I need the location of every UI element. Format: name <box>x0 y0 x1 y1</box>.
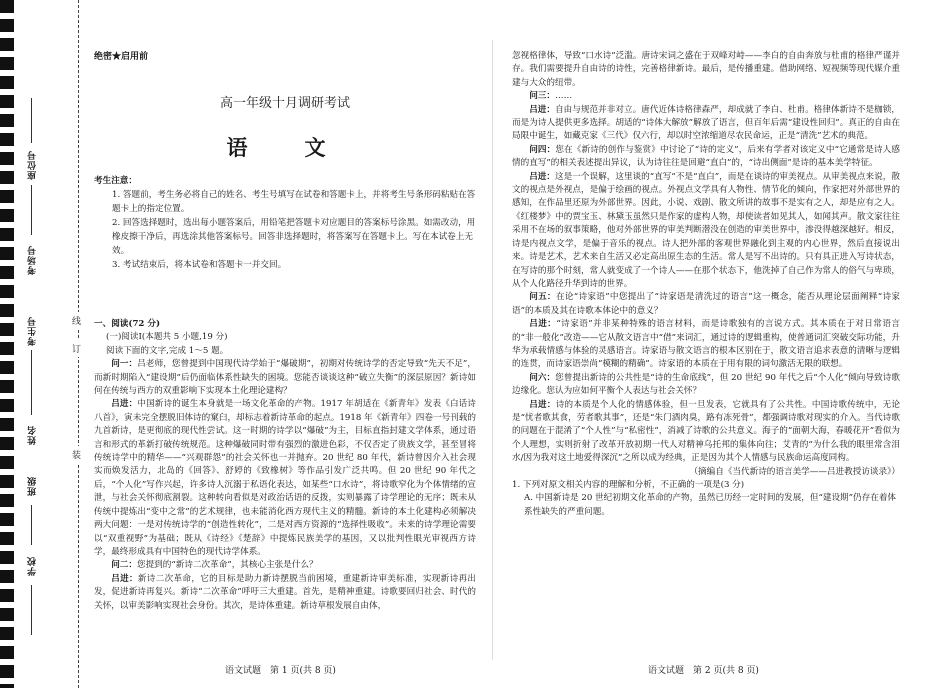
reading-section <box>94 318 476 613</box>
notice-heading: 考生注意： <box>94 176 137 186</box>
paragraph: 问六：您曾提出新诗的公共性是“诗的生命底线”，但 20 世纪 90 年代之后“个人化”倾向导致诗歌边缘化。您认为应如何平衡个人表达与社会关怀？ <box>512 372 900 397</box>
field-class: 班级 <box>28 476 38 496</box>
subject-title: 语 文 <box>226 135 344 160</box>
paragraph: 吕进：自由与规范并非对立。唐代近体诗格律森严，却成就了李白、杜甫。格律体新诗不是枷锁，而是为诗人提供更多选择。胡适的“诗体大解放”解放了语言，但百年后需“建设性回归”。真正的自由在局限中诞生，如藏克家《三代》仅六行，却以时空浓缩道尽农民命运，正是“清洗”艺术的典范。 <box>512 104 900 142</box>
notice-item: 1. 答题前，考生务必将自己的姓名、考生号填写在试卷和答题卡上，并将考生号条形码粘贴在答题卡上的指定位置。 <box>112 190 476 214</box>
speaker-label: 问一： <box>111 359 138 370</box>
question-option-a: A. 中国新诗是 20 世纪初期文化革命的产物，虽然已历经一定时间的发展，但“建设期”仍存在着体系性缺失的严重问题。 <box>524 493 897 517</box>
cut-mark-ding: 订 <box>72 340 81 357</box>
binding-margin <box>0 0 82 688</box>
paragraph: 问四：您在《新诗的创作与鉴赏》中讨论了“诗的定义”，后来有学者对该定义中“它通常是诗人感情的直写”的相关表述提出异议，认为诗往往是回避“直白”的，“诗出侧面”是诗的基本美学特征。 <box>512 144 900 169</box>
paragraph: 问一：吕老师，您曾提到中国现代诗学始于“爆破期”，初期对传统诗学的否定导致“先天不足”，而新时期陷入“建设期”后仍面临体系性缺失的困境。您能否谈谈这种“破立失衡”的深层原因？新诗如何在传统与西方的双重影响下实现本土化理论建构？ <box>94 359 476 397</box>
field-student-number: 考生号 <box>28 316 38 346</box>
field-line <box>31 505 32 545</box>
paragraph: 吕进：中国新诗的诞生本身就是一场文化革命的产物。1917 年胡适在《新青年》发表《白话诗八首》，寅未完全摆脱旧体诗的窠臼，却标志着新诗革命的起点。1918 年《新青年》四卷一号刊载的九首新诗，是更彻底的现代性尝试。这一时期的诗学以“爆破”为主，目标直指封建文学体系，通过语言和形式的革新打破传统规范。这种爆破同时带有强烈的激进色彩，不仅否定了贵族文学，甚至冒将传统诗学中的精华——“兴观群怨”的社会关怀也一并抛弃。20 世纪 80 年代，新诗曾因介入社会现实而焕发活力，北岛的《回答》、舒婷的《致橡树》等作品引发广泛共鸣。但 20 世纪 90 年代之后，“个人化”写作兴起，许多诗人沉溺于私语化表达，如某些“口水诗”，将诗歌窄化为个体情绪的宣泄，与社会关怀彻底割裂。这种转向看似是对政治话语的反拨，实则暴露了诗学理论的无序；既未从传统中提炼出“变中之常”的艺术规律，也未能消化西方现代主义的精髓。新诗的本土化建构必须解决两大问题：一是对传统诗学的“创造性转化”，二是对西方资源的“选择性吸收”。未来的诗学理论需要以“双重视野”为基础；既从《诗经》《楚辞》中提炼民族美学的基因，又以批判性眼光审视西方诗学，最终形成具有中国特色的现代诗学体系。 <box>94 399 476 557</box>
paragraph: 吕进：这是一个误解，这里谈的“直写”不是“直白”，而是在谈诗的审美视点。从审美视点来说，散文的视点是外视点，是偏于绘画的视点。外视点文学具有人物性、情节化的倾向，作家把对外部世界的感知，在作品里还原为外部世界。因此，小说、戏剧、散文所讲的故事不是实有之人，却是应有之人。《红楼梦》中的贾宝玉、林黛玉虽然只是作家的虚构人物，却使读者如见其人，如闻其声。散文家往往采用不在场的叙事策略，他对外部世界的审美判断潜没在创造的审美世界中，渗没得越深越好。相反，诗是内视点文学，是偏于音乐的视点。诗人把外部的客观世界融化到主观的内心世界，然后直接说出来。诗是艺术，艺术来自生活又必定高出原生态的生活。常人是写不出诗的。只有具正进入写诗状态，在写诗的那个时刻，常人就变成了一个诗人——在那个状态下，他洗掉了自己作为常人的俗气与卑琐，从个人化路径升华到诗的世界。 <box>512 171 900 289</box>
paragraph: 吕进：诗的本质是个人化的情感体验，但一旦发表，它就具有了公共性。中国诗歌传统中，无论是“忧者歌其食，劳者歌其事”，还是“朱门酒肉臭，路有冻死骨”，都强调诗歌对现实的介入。当代诗歌的问题在于混淆了“个人性”与“私密性”，消减了诗歌的公共意义。海子的“面朝大海，春暖花开”看似为个人理想，实则折射了改革开放初期一代人对精神乌托邦的集体向往；艾青的“为什么我的眼里常含泪水/因为我对这土地爱得深沉”之所以成为经典，正是因为其个人情感与民族命运高度同构。 <box>512 399 900 464</box>
speaker-label: 吕进： <box>529 171 556 182</box>
section-title: 一、阅读(72 分) <box>94 319 161 329</box>
speaker-label: 问二： <box>111 560 137 571</box>
instruction: 阅读下面的文字,完成 1～5 题。 <box>106 345 229 356</box>
page-divider <box>492 40 493 660</box>
speaker-label: 吕进： <box>529 319 557 330</box>
field-school: 学校 <box>28 556 38 576</box>
field-line <box>31 380 32 415</box>
speaker-label: 问三： <box>529 91 555 102</box>
paragraph: 问二：您提到的“新诗二次革命”，其核心主张是什么？ <box>111 560 318 571</box>
field-line <box>31 585 32 635</box>
paragraph: 吕进：新诗二次革命，它的目标是助力新诗摆脱当前困境，重建新诗审美标准，实现新诗再出发，促进新诗再复兴。新诗“二次革命”呼吁三大重建。首先，是精神重建。诗歌要回归社会、时代的关怀，以审美影响实现社会身份。其次，是诗体重建。新诗草根发展自由体， <box>94 573 476 611</box>
question-stem: 1. 下列对原文相关内容的理解和分析，不正确的一项是(3 分) <box>512 480 745 490</box>
notice-item: 3. 考试结束后，将本试卷和答题卡一并交回。 <box>112 260 287 270</box>
exam-notice <box>94 174 476 272</box>
cut-mark-zhuang: 装 <box>72 446 81 463</box>
page-footer-right: 语文试题 第 2 页(共 8 页) <box>648 666 759 676</box>
source-citation: （摘编自《当代新诗的语言美学——吕进教授访谈录》） <box>689 466 900 477</box>
exam-title: 高一年级十月调研考试 <box>219 96 350 111</box>
binding-stripes <box>0 0 14 688</box>
field-seat-number: 座位号 <box>28 150 38 180</box>
subsection-title: (一)阅读Ⅰ(本题共 5 小题,19 分) <box>106 332 228 343</box>
speaker-label: 吕进： <box>529 104 556 115</box>
paragraph: 问五：在论“诗家语”中您提出了“诗家语是清洗过的语言”这一概念，能否从理论层面阐释“诗家语”的本质及其在诗歌本体论中的意义？ <box>512 292 900 316</box>
field-room-number: 考场号 <box>28 245 38 275</box>
speaker-label: 吕进： <box>529 399 556 410</box>
field-line <box>31 98 32 143</box>
field-name: 姓名 <box>28 425 38 445</box>
paragraph: 忽视格律体，导致“口水诗”泛滥。唐诗宋词之盛在于双峰对峙——李白的自由奔放与杜甫的格律严谨并存。我们需要提升自由诗的诗性，完善格律新诗。最后，是传播重建。借助网络、短视频等现代媒介重建与大众的纽带。 <box>512 51 900 88</box>
paragraph: 吕进：“诗家语”并非某种特殊的语言材料，而是诗歌独有的言说方式。其本质在于对日常语言的“非一般化”改造——它从散文语言中“借”来词汇，通过诗的逻辑重构，使普通词汇突破交际功能，升华为承载情感与体验的灵感语言。诗家语与散文语言的根本区别在于，散文语言追求表意的清晰与逻辑的连贯，而诗家语崇尚“模糊的精确”。诗家语的本质在于用有限的词句激活无限的联想。 <box>512 319 900 370</box>
right-page-text <box>512 50 900 519</box>
secret-label: 绝密★启用前 <box>94 52 149 62</box>
paragraph: 问三：…… <box>529 91 573 102</box>
speaker-label: 吕进： <box>111 573 138 584</box>
speaker-label: 问四： <box>529 144 556 155</box>
cut-mark-xian: 线 <box>72 312 81 329</box>
field-line <box>31 185 32 235</box>
speaker-label: 问六： <box>529 372 556 383</box>
notice-item: 2. 回答选择题时，选出每小题答案后，用铅笔把答题卡对应题目的答案标号涂黑。如需改动，用橡皮擦干净后，再选涂其他答案标号。回答非选择题时，将答案写在答题卡上。写在本试卷上无效。 <box>112 218 476 256</box>
speaker-label: 问五： <box>529 292 556 303</box>
speaker-label: 吕进： <box>111 399 138 410</box>
page-footer-left: 语文试题 第 1 页(共 8 页) <box>225 666 336 676</box>
